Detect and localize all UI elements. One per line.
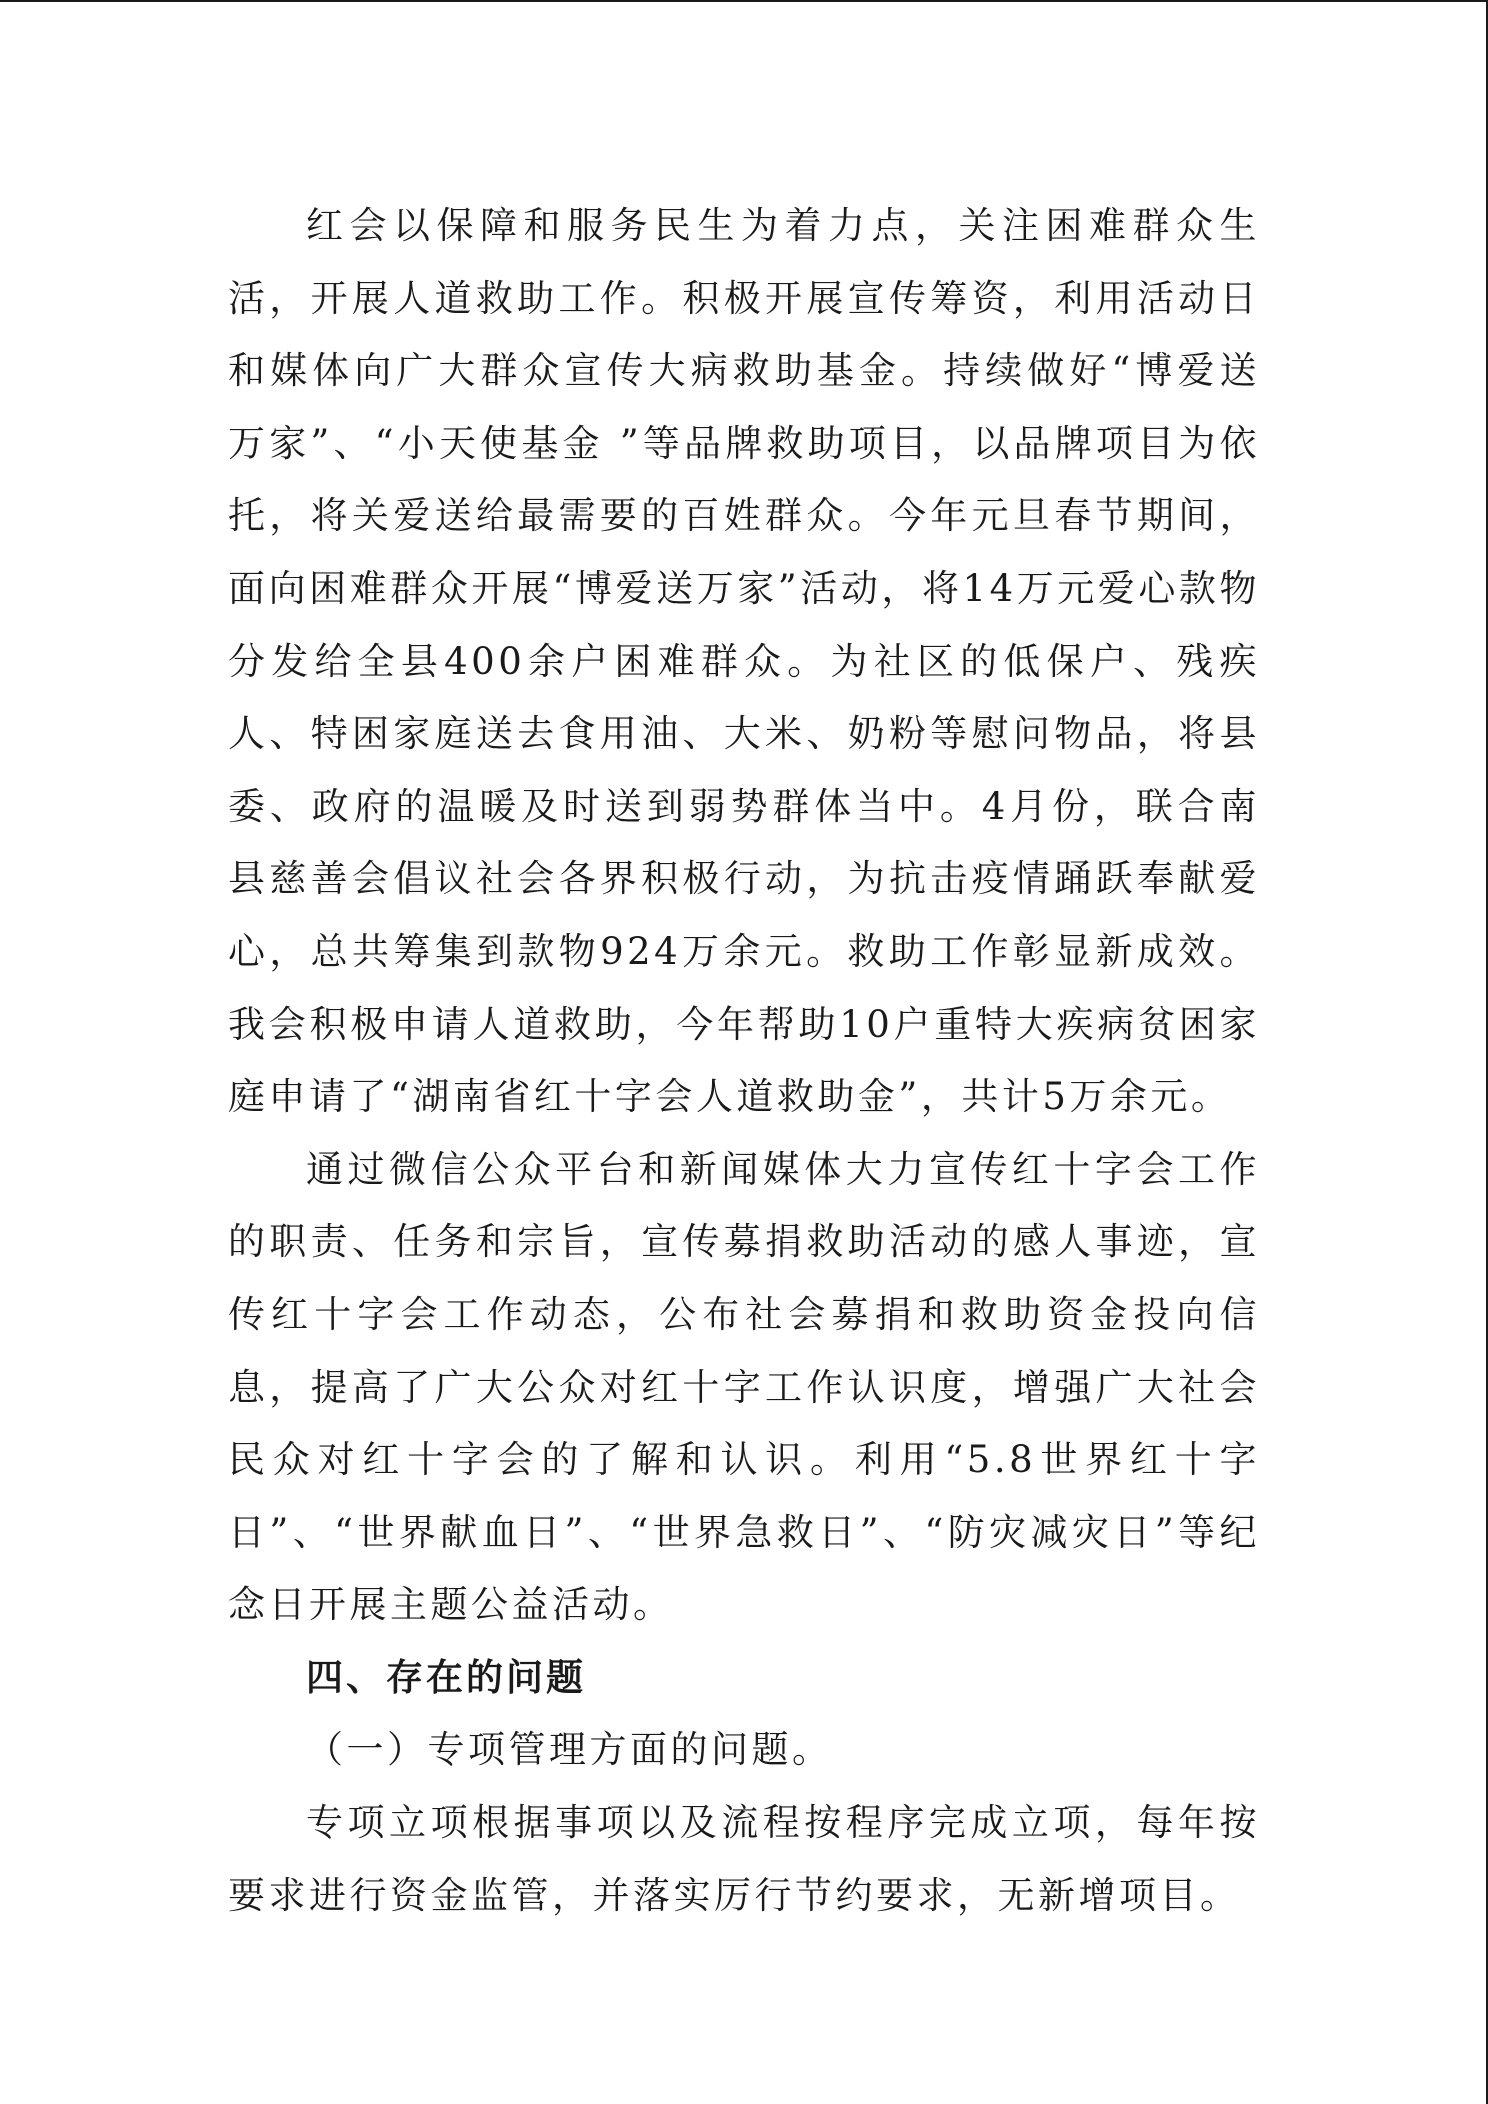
subheading-special-management: （一）专项管理方面的问题。 — [306, 1728, 833, 1772]
paragraph-project-management: 专项立项根据事项以及流程按程序完成立项，每年按要求进行资金监管，并落实厉行节约要求，无新增项目。 — [228, 1801, 1260, 1917]
paragraph-publicity: 通过微信公众平台和新闻媒体大力宣传红十字会工作的职责、任务和宗旨，宣传募捐救助活动的感人事迹，宣传红十字会工作动态，公布社会募捐和救助资金投向信息，提高了广大公众对红十字工作认识度，增强广大社会民众对红十字会的了解和认识。利用“5.8世界红十字日”、“世界献血日”、“世界急救日”、“防灾减灾日”等纪念日开展主题公益活动。 — [228, 1147, 1260, 1627]
page-top-border — [0, 0, 1488, 2]
paragraph-humanitarian-aid: 红会以保障和服务民生为着力点，关注困难群众生活，开展人道救助工作。积极开展宣传筹资，利用活动日和媒体向广大群众宣传大病救助基金。持续做好“博爱送万家”、“小天使基金 ”等品牌救助项目，以品牌项目为依托，将关爱送给最需要的百姓群众。今年元旦春节期间，面向困难群众开展“博爱送万家”活动，将14万元爱心款物分发给全县400余户困难群众。为社区的低保户、残疾人、特困家庭送去食用油、大米、奶粉等慰问物品，将县委、政府的温暖及时送到弱势群体当中。4月份，联合南县慈善会倡议社会各界积极行动，为抗击疫情踊跃奉献爱心，总共筹集到款物924万余元。救助工作彰显新成效。我会积极申请人道救助，今年帮助10户重特大疾病贫困家庭申请了“湖南省红十字会人道救助金”，共计5万余元。 — [228, 204, 1260, 1119]
document-body — [228, 190, 1260, 1932]
section-heading-problems: 四、存在的问题 — [306, 1655, 586, 1699]
